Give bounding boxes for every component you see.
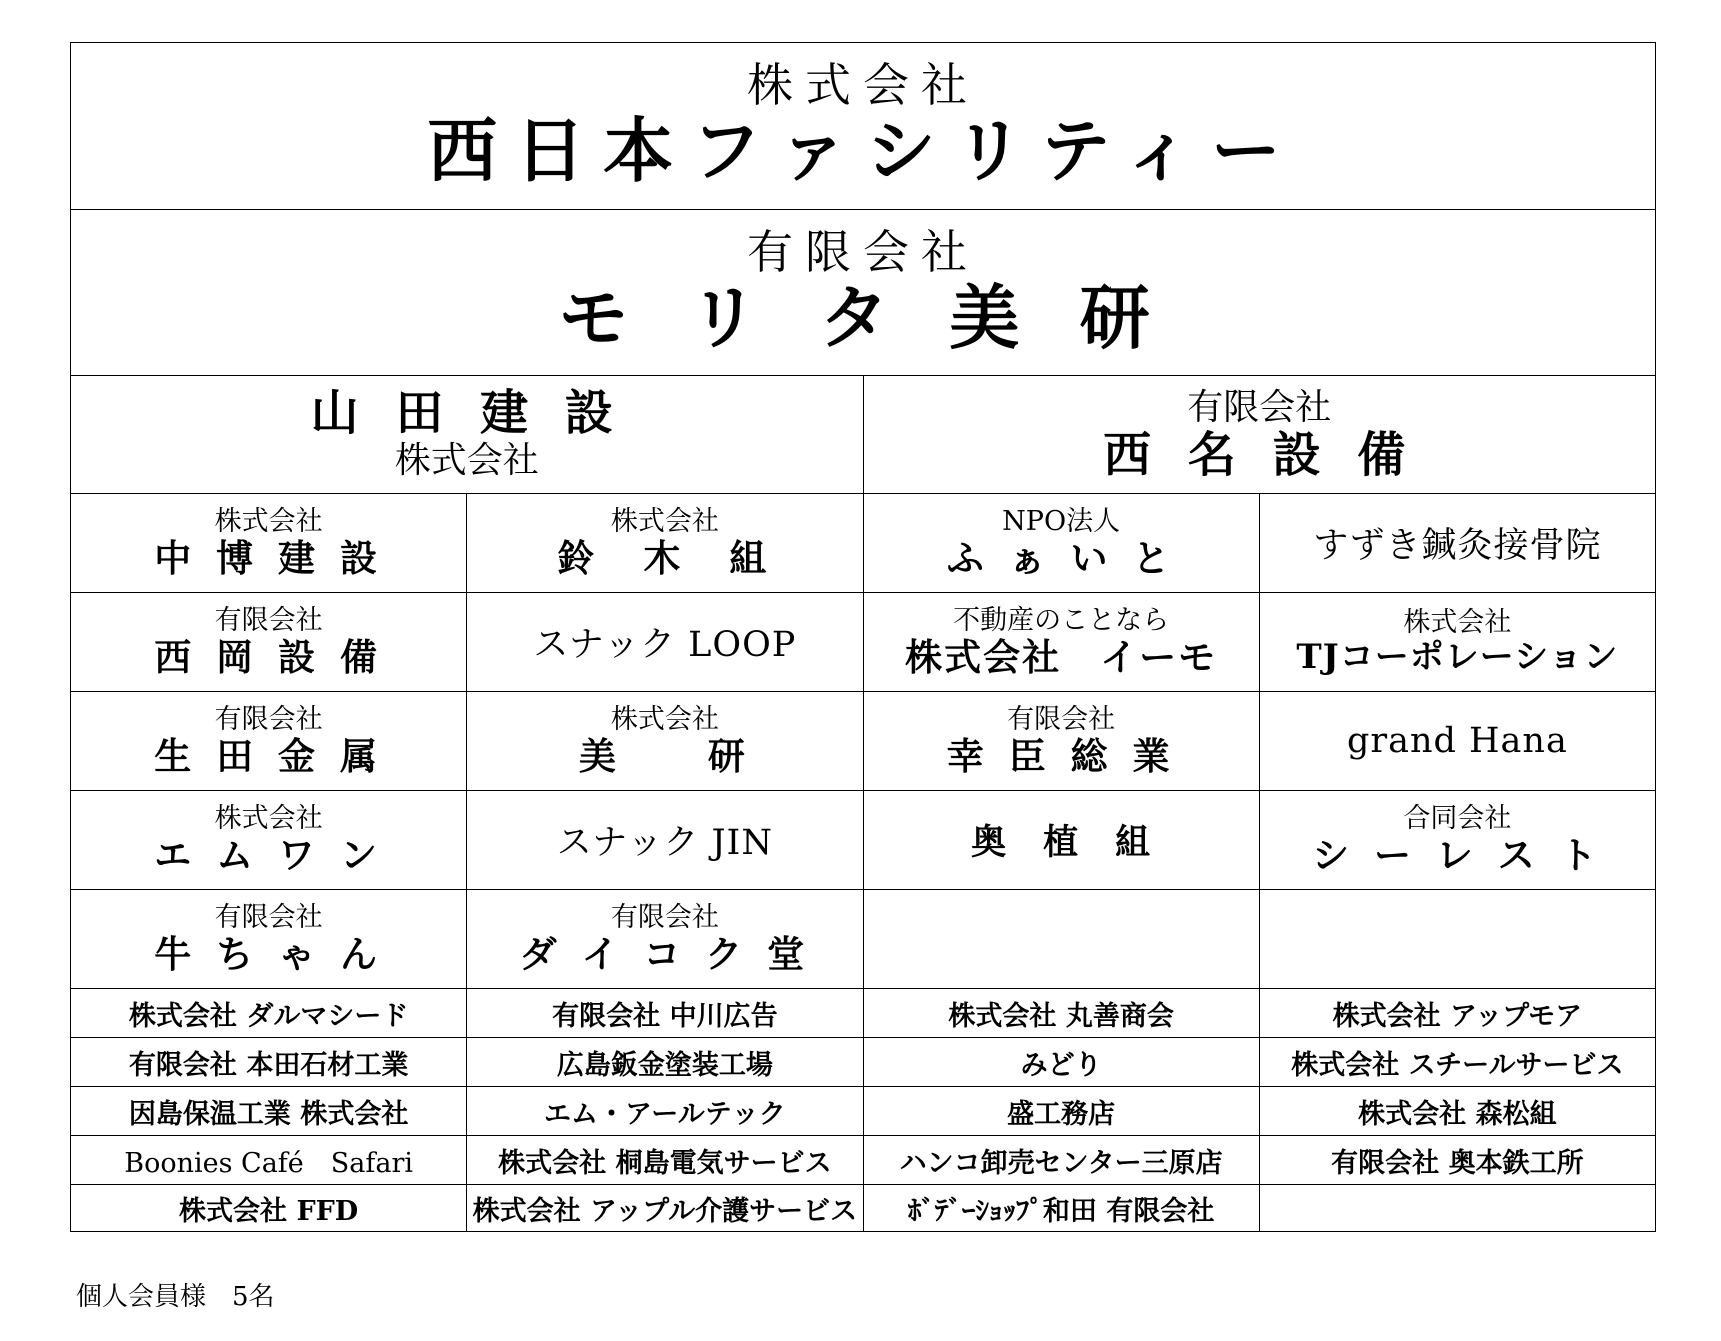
list-item: みどり (863, 1038, 1259, 1086)
sponsor-cell (1259, 692, 1655, 790)
sponsor-cell (863, 494, 1259, 592)
sponsor-board (70, 42, 1656, 1232)
company-name: 牛 ち ゃ ん (154, 932, 383, 977)
list-item: 有限会社 本田石材工業 (128, 1049, 409, 1081)
company-kind: 合同会社 (1403, 803, 1512, 835)
company-kind: NPO法人 (1002, 506, 1121, 538)
sponsor-cell (863, 692, 1259, 790)
list-item: ハンコ卸売センター三原店 (863, 1136, 1259, 1184)
company-name: 山 田 建 設 (310, 385, 623, 442)
grid-row (71, 691, 1655, 790)
company-name: ダ イ コ ク 堂 (519, 932, 811, 977)
company-kind: 有限会社 (747, 224, 979, 279)
sponsor-cell (466, 890, 862, 988)
company-name: すずき鍼灸接骨院 (1313, 526, 1602, 566)
list-item: 有限会社 奥本鉄工所 (1259, 1136, 1655, 1184)
list-row (71, 988, 1655, 1037)
list-item: 有限会社 中川広告 (466, 989, 862, 1037)
list-item: Boonies Café Safari (124, 1147, 413, 1179)
company-name: 西 名 設 備 (1103, 426, 1416, 483)
list-item: 広島鈑金塗装工場 (466, 1038, 862, 1086)
grid-row (71, 493, 1655, 592)
list-item: 株式会社 アップモア (1259, 989, 1655, 1037)
sponsor-cell (466, 692, 862, 790)
company-kind: 不動産のことなら (953, 605, 1170, 637)
company-kind: 株式会社 (214, 803, 323, 835)
sponsor-cell (71, 210, 1655, 375)
company-name: ふ ぁ い と (946, 536, 1176, 581)
sponsor-cell (71, 890, 466, 988)
company-kind: 株式会社 (1403, 606, 1512, 638)
sponsor-cell (1259, 791, 1655, 889)
company-kind: 有限会社 (610, 902, 719, 934)
company-name: 幸 臣 総 業 (946, 734, 1176, 779)
company-kind: 有限会社 (1007, 704, 1116, 736)
company-name: 西 岡 設 備 (154, 635, 383, 680)
company-name: 美 研 (578, 734, 751, 779)
company-kind: 有限会社 (214, 902, 323, 934)
list-item: 株式会社 ダルマシード (128, 1000, 409, 1032)
list-row (71, 1184, 1655, 1231)
list-item: 株式会社 アップル介護サービス (466, 1185, 862, 1231)
list-item: ﾎﾞﾃﾞｰｼｮｯﾌﾟ和田 有限会社 (863, 1185, 1259, 1231)
sponsor-cell (71, 43, 1655, 209)
company-name: 鈴 木 組 (557, 536, 773, 581)
empty-cell (863, 890, 1259, 988)
company-name: 奥 植 組 (971, 822, 1152, 863)
sponsor-cell (863, 791, 1259, 889)
empty-cell (1259, 890, 1655, 988)
sponsor-cell (466, 791, 862, 889)
company-name: スナック LOOP (533, 625, 797, 665)
company-name: grand Hana (1346, 721, 1568, 761)
company-kind: 有限会社 (1187, 387, 1332, 429)
sponsor-cell (863, 376, 1656, 493)
company-name: TJコーポレーション (1296, 636, 1619, 677)
list-item: 株式会社 丸善商会 (863, 989, 1259, 1037)
list-item: 株式会社 FFD (179, 1195, 359, 1227)
sponsor-cell (863, 593, 1259, 691)
company-name: スナック JIN (556, 823, 773, 863)
row-large (71, 375, 1655, 493)
company-kind: 株式会社 (610, 506, 719, 538)
sponsor-cell (1259, 494, 1655, 592)
grid-row (71, 790, 1655, 889)
list-item: 因島保温工業 株式会社 (128, 1098, 409, 1130)
title-block-1 (71, 43, 1655, 209)
list-row (71, 1135, 1655, 1184)
company-kind: 株式会社 (394, 440, 539, 482)
company-kind: 株式会社 (747, 58, 979, 113)
sponsor-cell (71, 791, 466, 889)
company-kind: 株式会社 (214, 506, 323, 538)
company-name: 株式会社 イーモ (905, 635, 1218, 680)
list-item: 株式会社 スチールサービス (1259, 1038, 1655, 1086)
list-item (1259, 1185, 1655, 1231)
company-kind: 有限会社 (214, 704, 323, 736)
sponsor-cell (466, 494, 862, 592)
company-name: モ リ タ 美 研 (558, 275, 1168, 359)
sponsor-cell (71, 593, 466, 691)
company-name: エ ム ワ ン (154, 833, 383, 878)
list-item: 株式会社 桐島電気サービス (466, 1136, 862, 1184)
sponsor-cell (71, 494, 466, 592)
grid-row (71, 889, 1655, 988)
list-row (71, 1037, 1655, 1086)
sponsor-cell (466, 593, 862, 691)
sponsor-cell (71, 692, 466, 790)
company-kind: 有限会社 (214, 605, 323, 637)
company-name: 生 田 金 属 (154, 734, 383, 779)
list-row (71, 1086, 1655, 1135)
company-kind: 株式会社 (610, 704, 719, 736)
title-block-2 (71, 209, 1655, 375)
grid-row (71, 592, 1655, 691)
sponsor-cell (1259, 593, 1655, 691)
list-item: エム・アールテック (466, 1087, 862, 1135)
individual-members-note: 個人会員様 5名 (76, 1282, 275, 1312)
list-item: 盛工務店 (863, 1087, 1259, 1135)
company-name: 西日本ファシリティー (427, 109, 1299, 193)
company-name: シ ー レ ス ト (1312, 833, 1603, 878)
sponsor-cell (71, 376, 863, 493)
company-name: 中 博 建 設 (154, 536, 383, 581)
list-item: 株式会社 森松組 (1259, 1087, 1655, 1135)
